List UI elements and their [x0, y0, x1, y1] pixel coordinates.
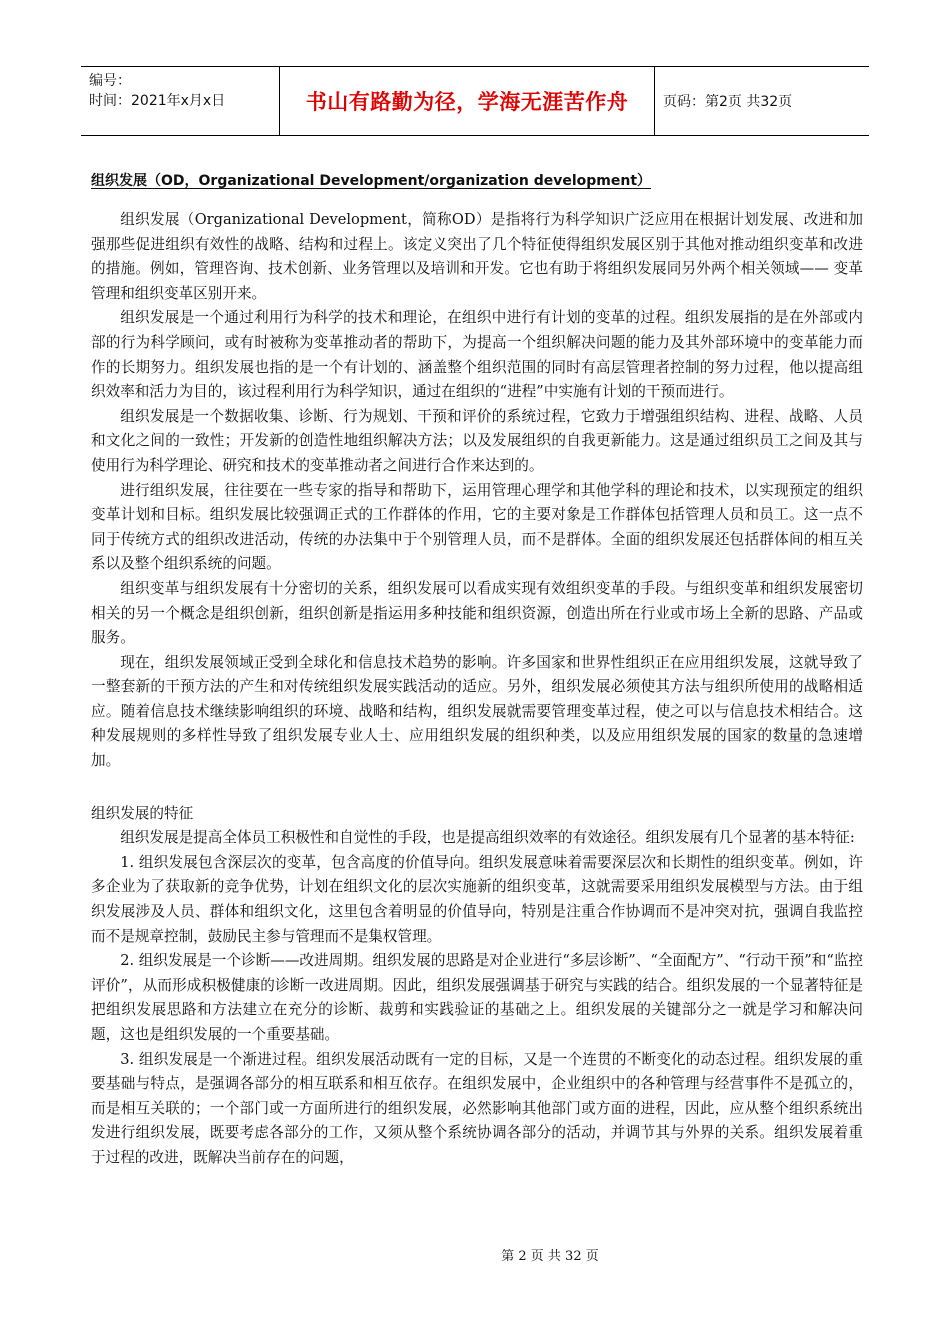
paragraph: 进行组织发展，往往要在一些专家的指导和帮助下，运用管理心理学和其他学科的理论和技术，以实现预定的组织变革计划和目标。组织发展比较强调正式的工作群体的作用，它的主要对象是工作群体包括管理人员和员工。这一点不同于传统方式的组织改进活动，传统的办法集中于个别管理人员，而不是群体。全面的组织发展还包括群体间的相互关系以及整个组织系统的问题。	[91, 481, 863, 573]
paragraph: 3. 组织发展是一个渐进过程。组织发展活动既有一定的目标，又是一个连贯的不断变化的动态过程。组织发展的重要基础与特点，是强调各部分的相互联系和相互依存。在组织发展中，企业组织中的各种管理与经营事件不是孤立的，而是相互关联的；一个部门或一方面所进行的组织发展，必然影响其他部门或方面的进程，因此，应从整个组织系统出发进行组织发展，既要考虑各部分的工作，又须从整个系统协调各部分的活动，并调节其与外界的关系。组织发展着重于过程的改进，既解决当前存在的问题，	[91, 1050, 863, 1166]
paragraph: 组织发展是一个数据收集、诊断、行为规划、干预和评价的系统过程，它致力于增强组织结构、进程、战略、人员和文化之间的一致性；开发新的创造性地组织解决方法；以及发展组织的自我更新能力。这是通过组织员工之间及其与使用行为科学理论、研究和技术的变革推动者之间进行合作来达到的。	[91, 407, 863, 474]
paragraph: 组织发展（Organizational Development，简称OD）是指将行为科学知识广泛应用在根据计划发展、改进和加强那些促进组织有效性的战略、结构和过程上。该定义突出了几个特征使得组织发展区别于其他对推动组织变革和改进的措施。例如，管理咨询、技术创新、业务管理以及培训和开发。它也有助于将组织发展同另外两个相关领域—— 变革管理和组织变革区别开来。	[91, 211, 863, 302]
date-label: 时间：2021年x月x日	[89, 93, 226, 109]
document-title: 组织发展（OD，Organizational Development/organization development）	[91, 173, 652, 189]
paragraph: 现在，组织发展领域正受到全球化和信息技术趋势的影响。许多国家和世界性组织正在应用组织发展，这就导致了一整套新的干预方法的产生和对传统组织发展实践活动的适应。另外，组织发展必须使其方法与组织所使用的战略相适应。随着信息技术继续影响组织的环境、战略和结构，组织发展就需要管理变革过程，使之可以与信息技术相结合。这种发展规则的多样性导致了组织发展专业人士、应用组织发展的组织种类，以及应用组织发展的国家的数量的急速增加。	[91, 653, 863, 770]
header-page-label: 页码：第2页 共32页	[663, 94, 793, 110]
section-heading: 组织发展的特征	[91, 804, 194, 822]
document-body	[91, 170, 863, 1171]
paragraph: 组织发展是一个通过利用行为科学的技术和理论，在组织中进行有计划的变革的过程。组织发展指的是在外部或内部的行为科学顾问，或有时被称为变革推动者的帮助下，为提高一个组织解决问题的能力及其外部环境中的变革能力而作的长期努力。组织发展也指的是一个有计划的、涵盖整个组织范围的同时有高层管理者控制的努力过程，他以提高组织效率和活力为目的，该过程利用行为科学知识，通过在组织的“进程”中实施有计划的干预而进行。	[91, 309, 863, 401]
page-footer: 第 2 页 共 32 页	[501, 1249, 599, 1264]
paragraph: 1. 组织发展包含深层次的变革，包含高度的价值导向。组织发展意味着需要深层次和长期性的组织变革。例如，许多企业为了获取新的竞争优势，计划在组织文化的层次实施新的组织变革，这就需要采用组织发展模型与方法。由于组织发展涉及人员、群体和组织文化，这里包含着明显的价值导向，特别是注重合作协调而不是冲突对抗，强调自我监控而不是规章控制，鼓励民主参与管理而不是集权管理。	[91, 853, 863, 945]
number-label: 编号：	[89, 73, 131, 89]
header-meta	[81, 67, 280, 135]
header-motto: 书山有路勤为径，学海无涯苦作舟	[280, 67, 655, 135]
paragraph: 2. 组织发展是一个诊断——改进周期。组织发展的思路是对企业进行“多层诊断”、“全面配方”、“行动干预”和“监控评价”，从而形成积极健康的诊断一改进周期。因此，组织发展强调基于研究与实践的结合。组织发展的一个显著特征是把组织发展思路和方法建立在充分的诊断、裁剪和实践验证的基础之上。组织发展的关键部分之一就是学习和解决问题，这也是组织发展的一个重要基础。	[91, 952, 863, 1043]
paragraph: 组织变革与组织发展有十分密切的关系，组织发展可以看成实现有效组织变革的手段。与组织变革和组织发展密切相关的另一个概念是组织创新，组织创新是指运用多种技能和组织资源，创造出所在行业或市场上全新的思路、产品或服务。	[91, 579, 863, 647]
paragraph: 组织发展是提高全体员工积极性和自觉性的手段，也是提高组织效率的有效途径。组织发展有几个显著的基本特征:	[120, 829, 855, 847]
document-header	[81, 66, 869, 136]
